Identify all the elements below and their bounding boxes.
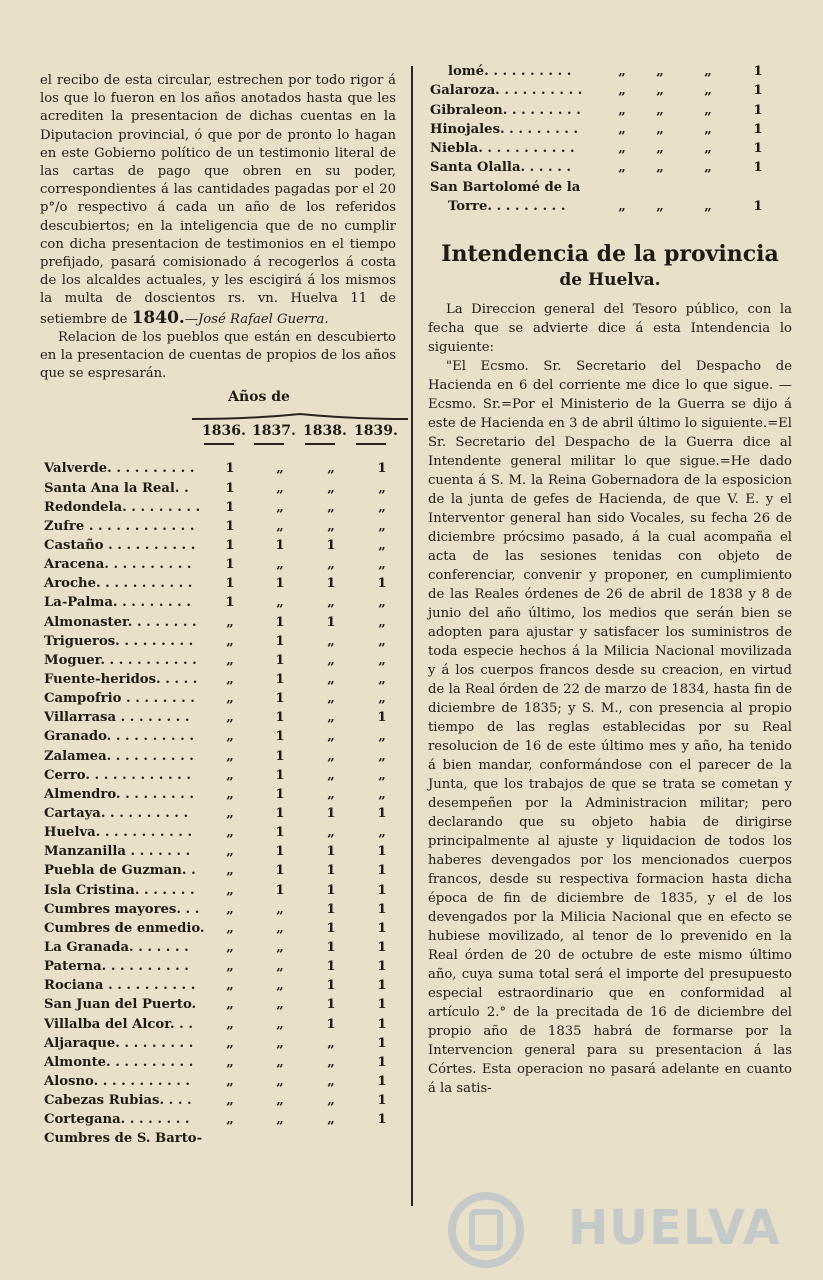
cell-1838: „ bbox=[327, 1073, 335, 1089]
table-row bbox=[40, 615, 396, 634]
cell-1837: „ bbox=[276, 997, 284, 1013]
cell-1839: „ bbox=[378, 786, 386, 802]
seal-icon bbox=[420, 1190, 550, 1270]
archive-watermark bbox=[420, 1190, 780, 1270]
town-name: Manzanilla . . . . . . . bbox=[44, 844, 191, 860]
table-row bbox=[40, 921, 396, 940]
cell-1836: 1 bbox=[225, 576, 235, 592]
table-row bbox=[40, 653, 396, 672]
cell-1836: 1 bbox=[225, 557, 235, 573]
years-underlines bbox=[40, 443, 396, 455]
cell-1839: „ bbox=[378, 652, 386, 668]
town-name: Redondela. . . . . . . . . bbox=[44, 499, 201, 515]
town-name: Cumbres de S. Barto- bbox=[44, 1131, 203, 1147]
cell-1839: 1 bbox=[377, 901, 387, 917]
cell-1839: „ bbox=[378, 538, 386, 554]
cell-1838: 1 bbox=[326, 576, 336, 592]
cell-1836: „ bbox=[226, 1035, 234, 1051]
town-name: Aracena. . . . . . . . . . bbox=[44, 557, 192, 573]
cell-1838: 1 bbox=[326, 959, 336, 975]
cell-1838: „ bbox=[704, 160, 712, 176]
town-name: Rociana . . . . . . . . . . bbox=[44, 978, 196, 994]
table-row bbox=[40, 749, 396, 768]
cell-1836: 1 bbox=[225, 595, 235, 611]
brace-rule-icon bbox=[190, 411, 410, 421]
section-heading: Intendencia de la provincia bbox=[441, 241, 779, 268]
cell-1838: „ bbox=[327, 672, 335, 687]
town-name: Alosno. . . . . . . . . . . bbox=[44, 1073, 191, 1089]
quoted-paragraph: "El Ecsmo. Sr. Secretario del Despacho de Hacienda en 6 del corriente me dice lo que sigue. —Ecsmo. Sr.=Por el Ministerio de la Guerra se dijo á este de Hacienda en 3 de abril último lo siguiente.=El Sr. Secretario del Despacho de la Guerra dice al Intendente general militar lo que sigue.=He dado cuenta á S. M. la Reina Gobernadora de la esposicion de la junta de gefes de Hacienda, de que V. E. y el Interventor general han sido Vocales, su fecha 26 de diciembre prócsimo pasado, á la cual acompaña el acta de las sesiones tenidas con objeto de conferenciar, convenir y proponer, en cumplimiento de las Reales órdenes de 26 de abril de 1838 y 8 de junio del año último, los medios que serán bien se adopten para ajustar y satisfacer los suministros de toda especie hechos á la Milicia Nacional movilizada y á los cuerpos francos desde su creacion, en virtud de la Real órden de 22 de marzo de 1834, hasta fin de diciembre de 1835; y S. M., con presencia al propio tiempo de las reglas establecidas por su Real resolucion de 16 de este último mes y año, ha tenido á bien mandar, conformándose con el parecer de la Junta, que los trabajos de que se trata se cometan y desempeñen por la Administracion militar; pero declarando que su objeto habia de dirigirse principalmente al ajuste y liquidacion de todos los haberes devengados por los mencionados cuerpos francos, desde su respectiva formacion hasta dicha época de fin de diciembre de 1835, y el de los devengados por la Milicia Nacional que en efecto se hubiese movilizado, al tenor de lo prevenido en la Real órden de 20 de octubre de este mismo último año, cuya suma total será el importe del presupuesto especial estraordinario que en conformidad al artículo 2.° de la precitada de 16 de diciembre del propio año de 1835 habrá de formarse por la Intervencion general para su presentacion á las Córtes. Esta operacion no pasará adelante en cuanto á la satis- bbox=[428, 359, 792, 1097]
cell-1839: 1 bbox=[753, 83, 763, 99]
cell-1837: 1 bbox=[275, 882, 285, 898]
cell-1837: „ bbox=[656, 160, 664, 176]
cell-1837: „ bbox=[276, 939, 284, 955]
town-name: Trigueros. . . . . . . . . bbox=[44, 633, 194, 649]
cell-1839: 1 bbox=[377, 920, 387, 936]
table-row bbox=[40, 691, 396, 710]
cell-1836: „ bbox=[226, 978, 234, 994]
town-name: Isla Cristina. . . . . . . bbox=[44, 882, 195, 898]
table-row bbox=[40, 1017, 396, 1036]
cell-1836: „ bbox=[618, 198, 626, 214]
town-name: Zufre . . . . . . . . . . . . bbox=[44, 518, 195, 534]
cell-1836: „ bbox=[618, 141, 626, 157]
cell-1837: „ bbox=[276, 959, 284, 975]
year-1839: 1839. bbox=[354, 423, 398, 440]
cell-1837: „ bbox=[276, 901, 284, 917]
cell-1838: 1 bbox=[326, 901, 336, 917]
cell-1838: „ bbox=[327, 652, 335, 668]
years-title: Años de bbox=[228, 389, 290, 406]
right-column bbox=[428, 64, 792, 1098]
cell-1838: 1 bbox=[326, 844, 336, 860]
cell-1836: „ bbox=[226, 959, 234, 975]
table-row bbox=[40, 1036, 396, 1055]
table-row bbox=[40, 538, 396, 557]
cell-1837: „ bbox=[276, 1073, 284, 1089]
cell-1839: 1 bbox=[753, 198, 763, 214]
cell-1839: „ bbox=[378, 767, 386, 783]
table-row bbox=[40, 787, 396, 806]
cell-1837: 1 bbox=[275, 691, 285, 707]
cell-1837: „ bbox=[656, 198, 664, 214]
year-1837: 1837. bbox=[252, 423, 296, 440]
cell-1837: „ bbox=[656, 102, 664, 118]
town-name: Aljaraque. . . . . . . . . bbox=[44, 1035, 194, 1051]
cell-1837: 1 bbox=[275, 844, 285, 860]
table-row bbox=[40, 634, 396, 653]
cell-1838: „ bbox=[327, 748, 335, 764]
cell-1839: „ bbox=[378, 729, 386, 745]
underline bbox=[254, 443, 284, 445]
cell-1838: „ bbox=[704, 64, 712, 79]
table-row bbox=[40, 519, 396, 538]
cell-1839: „ bbox=[378, 691, 386, 707]
town-name: Cabezas Rubias. . . . bbox=[44, 1093, 192, 1109]
town-name: Almonte. . . . . . . . . . bbox=[44, 1054, 194, 1070]
table-row bbox=[40, 1074, 396, 1093]
town-name: La-Palma. . . . . . . . . bbox=[44, 595, 191, 611]
cell-1837: „ bbox=[276, 480, 284, 496]
table-row bbox=[40, 902, 396, 921]
years-header bbox=[40, 421, 396, 443]
cell-1838: „ bbox=[327, 1093, 335, 1109]
town-name: Puebla de Guzman. . bbox=[44, 863, 196, 879]
cell-1836: „ bbox=[226, 1093, 234, 1109]
cell-1836: „ bbox=[226, 901, 234, 917]
cell-1839: „ bbox=[378, 614, 386, 630]
cell-1838: 1 bbox=[326, 1016, 336, 1032]
cell-1838: „ bbox=[327, 595, 335, 611]
cell-1836: 1 bbox=[225, 480, 235, 496]
cell-1837: 1 bbox=[275, 652, 285, 668]
cell-1839: „ bbox=[378, 557, 386, 573]
cell-1838: 1 bbox=[326, 920, 336, 936]
cell-1838: „ bbox=[704, 198, 712, 214]
cell-1837: 1 bbox=[275, 729, 285, 745]
cell-1836: „ bbox=[226, 652, 234, 668]
cell-1839: 1 bbox=[377, 844, 387, 860]
cell-1839: 1 bbox=[377, 863, 387, 879]
table-row bbox=[40, 806, 396, 825]
pueblos-table-continued bbox=[428, 64, 792, 180]
relacion-paragraph: Relacion de los pueblos que están en descubierto en la presentacion de cuentas de propios de los años que se espresarán. bbox=[40, 329, 396, 382]
cell-1839: 1 bbox=[377, 710, 387, 726]
cell-1836: „ bbox=[618, 121, 626, 137]
cell-1836: „ bbox=[226, 997, 234, 1013]
cell-1836: „ bbox=[226, 920, 234, 936]
column-divider bbox=[411, 66, 413, 1206]
town-name: Cumbres de enmedio. bbox=[44, 920, 205, 936]
town-name: Villarrasa . . . . . . . . bbox=[44, 710, 190, 726]
cell-1836: „ bbox=[226, 710, 234, 726]
cell-1836: „ bbox=[226, 691, 234, 707]
town-name: Galaroza. . . . . . . . . . bbox=[430, 83, 583, 99]
cell-1836: „ bbox=[226, 863, 234, 879]
cell-1838: „ bbox=[327, 1112, 335, 1128]
cell-1839: 1 bbox=[377, 461, 387, 477]
cell-1839: „ bbox=[378, 499, 386, 515]
cell-1836: „ bbox=[226, 882, 234, 898]
town-name: San Juan del Puerto. bbox=[44, 997, 197, 1013]
years-rule bbox=[190, 411, 396, 421]
table-row bbox=[40, 481, 396, 500]
cell-1839: 1 bbox=[377, 1112, 387, 1128]
circular-paragraph bbox=[40, 72, 396, 329]
cell-1839: 1 bbox=[377, 1016, 387, 1032]
year-1836: 1836. bbox=[202, 423, 246, 440]
cell-1836: „ bbox=[618, 102, 626, 118]
table-row bbox=[428, 180, 792, 199]
table-row bbox=[40, 940, 396, 959]
table-row bbox=[428, 83, 792, 102]
cell-1839: „ bbox=[378, 825, 386, 841]
cell-1839: 1 bbox=[753, 141, 763, 157]
town-name: Hinojales. . . . . . . . . bbox=[430, 121, 579, 137]
cell-1837: „ bbox=[276, 1016, 284, 1032]
town-name: Villalba del Alcor. . . bbox=[44, 1016, 193, 1032]
cell-1838: 1 bbox=[326, 997, 336, 1013]
cell-1837: „ bbox=[276, 499, 284, 515]
cell-1838: „ bbox=[327, 1035, 335, 1051]
cell-1839: 1 bbox=[377, 1073, 387, 1089]
table-row bbox=[40, 844, 396, 863]
cell-1837: 1 bbox=[275, 614, 285, 630]
cell-1837: 1 bbox=[275, 863, 285, 879]
town-name: La Granada. . . . . . . bbox=[44, 939, 189, 955]
cell-1836: „ bbox=[226, 729, 234, 745]
table-row bbox=[40, 710, 396, 729]
cell-1838: „ bbox=[704, 102, 712, 118]
table-row bbox=[428, 199, 792, 218]
cell-1836: „ bbox=[226, 939, 234, 955]
cell-1837: „ bbox=[276, 978, 284, 994]
table-row bbox=[40, 500, 396, 519]
cell-1838: „ bbox=[704, 83, 712, 99]
town-name: Almonaster. . . . . . . . bbox=[44, 614, 197, 630]
cell-1837: „ bbox=[656, 83, 664, 99]
town-name: Cartaya. . . . . . . . . . bbox=[44, 805, 189, 821]
cell-1839: 1 bbox=[377, 1054, 387, 1070]
town-name: Torre. . . . . . . . . bbox=[448, 198, 566, 214]
cell-1836: „ bbox=[226, 672, 234, 687]
cell-1839: 1 bbox=[377, 576, 387, 592]
cell-1838: 1 bbox=[326, 939, 336, 955]
cell-1838: „ bbox=[327, 557, 335, 573]
cell-1839: „ bbox=[378, 595, 386, 611]
town-name: Santa Olalla. . . . . . bbox=[430, 160, 571, 176]
intendencia-body bbox=[428, 300, 792, 1098]
cell-1837: „ bbox=[276, 1093, 284, 1109]
table-row bbox=[428, 160, 792, 179]
cell-1837: „ bbox=[276, 461, 284, 477]
town-name: Paterna. . . . . . . . . . bbox=[44, 959, 189, 975]
cell-1838: „ bbox=[327, 518, 335, 534]
cell-1838: 1 bbox=[326, 538, 336, 554]
cell-1839: 1 bbox=[753, 160, 763, 176]
table-row bbox=[40, 883, 396, 902]
date-year: 1840. bbox=[131, 307, 185, 328]
town-name: Cumbres mayores. . . bbox=[44, 901, 200, 917]
table-row bbox=[40, 863, 396, 882]
town-name: Cortegana. . . . . . . . bbox=[44, 1112, 190, 1128]
town-name: Campofrio . . . . . . . . bbox=[44, 691, 195, 707]
cell-1838: „ bbox=[327, 1054, 335, 1070]
cell-1838: „ bbox=[327, 691, 335, 707]
left-column bbox=[40, 72, 396, 1151]
cell-1837: 1 bbox=[275, 672, 285, 687]
cell-1838: „ bbox=[327, 499, 335, 515]
table-row bbox=[40, 978, 396, 997]
table-row bbox=[40, 1055, 396, 1074]
table-row bbox=[428, 64, 792, 83]
signature-dash: — bbox=[184, 311, 199, 327]
cell-1836: „ bbox=[226, 767, 234, 783]
town-name: Santa Ana la Real. . bbox=[44, 480, 189, 496]
table-row bbox=[40, 729, 396, 748]
table-row bbox=[40, 461, 396, 480]
town-name: Aroche. . . . . . . . . . . bbox=[44, 576, 193, 592]
cell-1837: 1 bbox=[275, 710, 285, 726]
town-name: Gibraleon. . . . . . . . . bbox=[430, 102, 581, 118]
cell-1839: „ bbox=[378, 633, 386, 649]
cell-1838: „ bbox=[327, 461, 335, 477]
cell-1836: 1 bbox=[225, 461, 235, 477]
table-row bbox=[40, 959, 396, 978]
cell-1836: „ bbox=[226, 633, 234, 649]
table-row bbox=[40, 557, 396, 576]
cell-1839: 1 bbox=[753, 121, 763, 137]
table-row bbox=[40, 768, 396, 787]
table-row bbox=[40, 595, 396, 614]
cell-1838: 1 bbox=[326, 882, 336, 898]
cell-1839: 1 bbox=[377, 805, 387, 821]
cell-1839: 1 bbox=[753, 102, 763, 118]
cell-1837: „ bbox=[276, 518, 284, 534]
cell-1838: „ bbox=[327, 786, 335, 802]
underline bbox=[204, 443, 234, 445]
cell-1837: 1 bbox=[275, 538, 285, 554]
underline bbox=[305, 443, 335, 445]
cell-1836: 1 bbox=[225, 538, 235, 554]
cell-1836: „ bbox=[226, 1112, 234, 1128]
cell-1837: 1 bbox=[275, 576, 285, 592]
cell-1836: 1 bbox=[225, 499, 235, 515]
town-name: Granado. . . . . . . . . . bbox=[44, 729, 194, 745]
cell-1838: „ bbox=[704, 121, 712, 137]
circular-text: el recibo de esta circular, estrechen por todo rigor á los que lo fueron en los años anotados hasta que les acrediten la presentacion de dichas cuentas en la Diputacion provincial, ó que por de pronto lo hagan en este Gobierno político de un testimonio literal de las cartas de pago que obren en su poder, correspondientes á las cantidades pagadas por el 20 p°/o respectivo á cada un año de los referidos descubiertos; en la inteligencia que de no cumplir con dicha presentacion de testimonios en el tiempo prefijado, pasará comisionado á recogerlos á costa de los alcaldes actuales, y les escigirá á los mismos la multa de doscientos rs. vn. Huelva 11 de setiembre de bbox=[40, 73, 396, 327]
cell-1837: „ bbox=[276, 920, 284, 936]
cell-1836: „ bbox=[226, 786, 234, 802]
cell-1837: „ bbox=[656, 121, 664, 137]
cell-1837: 1 bbox=[275, 786, 285, 802]
cell-1839: 1 bbox=[377, 1093, 387, 1109]
year-1838: 1838. bbox=[303, 423, 347, 440]
cell-1837: „ bbox=[276, 595, 284, 611]
cell-1839: „ bbox=[378, 480, 386, 496]
cell-1836: „ bbox=[226, 614, 234, 630]
cell-1836: 1 bbox=[225, 518, 235, 534]
cell-1837: „ bbox=[656, 64, 664, 79]
cell-1838: „ bbox=[327, 767, 335, 783]
cell-1837: 1 bbox=[275, 767, 285, 783]
cell-1837: 1 bbox=[275, 825, 285, 841]
table-row bbox=[40, 1093, 396, 1112]
cell-1836: „ bbox=[226, 1054, 234, 1070]
intro-paragraph: La Direccion general del Tesoro público, con la fecha que se advierte dice á esta Intendencia lo siguiente: bbox=[428, 302, 792, 356]
cell-1838: 1 bbox=[326, 805, 336, 821]
pueblos-table bbox=[40, 461, 396, 1131]
town-name: Zalamea. . . . . . . . . . bbox=[44, 748, 194, 764]
cell-1839: „ bbox=[378, 518, 386, 534]
cell-1837: „ bbox=[276, 1054, 284, 1070]
cell-1836: „ bbox=[618, 83, 626, 99]
town-name: Fuente-heridos. . . . . bbox=[44, 672, 198, 687]
table-last-line bbox=[40, 1131, 396, 1150]
town-name: Huelva. . . . . . . . . . . bbox=[44, 825, 193, 841]
town-name: lomé. . . . . . . . . . bbox=[448, 64, 572, 79]
cell-1837: „ bbox=[276, 1112, 284, 1128]
cell-1837: „ bbox=[276, 1035, 284, 1051]
cell-1838: 1 bbox=[326, 978, 336, 994]
cell-1839: 1 bbox=[377, 939, 387, 955]
cell-1839: 1 bbox=[377, 959, 387, 975]
table-row bbox=[428, 141, 792, 160]
cell-1839: „ bbox=[378, 748, 386, 764]
cell-1838: 1 bbox=[326, 863, 336, 879]
cell-1836: „ bbox=[226, 1016, 234, 1032]
cell-1838: „ bbox=[327, 825, 335, 841]
cell-1838: „ bbox=[704, 141, 712, 157]
town-name: San Bartolomé de la bbox=[430, 179, 581, 195]
cell-1839: 1 bbox=[377, 997, 387, 1013]
cell-1836: „ bbox=[226, 748, 234, 764]
town-name: Niebla. . . . . . . . . . . bbox=[430, 141, 575, 157]
table-row bbox=[40, 576, 396, 595]
town-name: Almendro. . . . . . . . . bbox=[44, 786, 194, 802]
underline bbox=[356, 443, 386, 445]
cell-1839: 1 bbox=[753, 64, 763, 79]
cell-1837: 1 bbox=[275, 748, 285, 764]
watermark-text: HUELVA bbox=[568, 1200, 781, 1256]
table-row bbox=[40, 825, 396, 844]
cell-1838: „ bbox=[327, 633, 335, 649]
cell-1836: „ bbox=[618, 64, 626, 79]
cell-1839: „ bbox=[378, 672, 386, 687]
cell-1836: „ bbox=[226, 844, 234, 860]
town-name: Valverde. . . . . . . . . . bbox=[44, 461, 195, 477]
cell-1839: 1 bbox=[377, 1035, 387, 1051]
table-row bbox=[428, 103, 792, 122]
cell-1839: 1 bbox=[377, 882, 387, 898]
cell-1836: „ bbox=[226, 1073, 234, 1089]
cell-1837: 1 bbox=[275, 633, 285, 649]
section-subheading: de Huelva. bbox=[559, 270, 661, 291]
table-row bbox=[40, 1112, 396, 1131]
cell-1837: 1 bbox=[275, 805, 285, 821]
table-row bbox=[428, 122, 792, 141]
table-row bbox=[40, 672, 396, 691]
cell-1836: „ bbox=[618, 160, 626, 176]
cell-1837: „ bbox=[656, 141, 664, 157]
town-name: Moguer. . . . . . . . . . . bbox=[44, 652, 197, 668]
cell-1838: 1 bbox=[326, 614, 336, 630]
town-name: Cerro. . . . . . . . . . . . bbox=[44, 767, 191, 783]
town-name: Castaño . . . . . . . . . . bbox=[44, 538, 196, 554]
cell-1838: „ bbox=[327, 710, 335, 726]
cell-1836: „ bbox=[226, 805, 234, 821]
cell-1839: 1 bbox=[377, 978, 387, 994]
cell-1838: „ bbox=[327, 729, 335, 745]
cell-1836: „ bbox=[226, 825, 234, 841]
cell-1837: „ bbox=[276, 557, 284, 573]
cell-1838: „ bbox=[327, 480, 335, 496]
table-row bbox=[40, 997, 396, 1016]
signature: José Rafael Guerra. bbox=[198, 311, 329, 327]
